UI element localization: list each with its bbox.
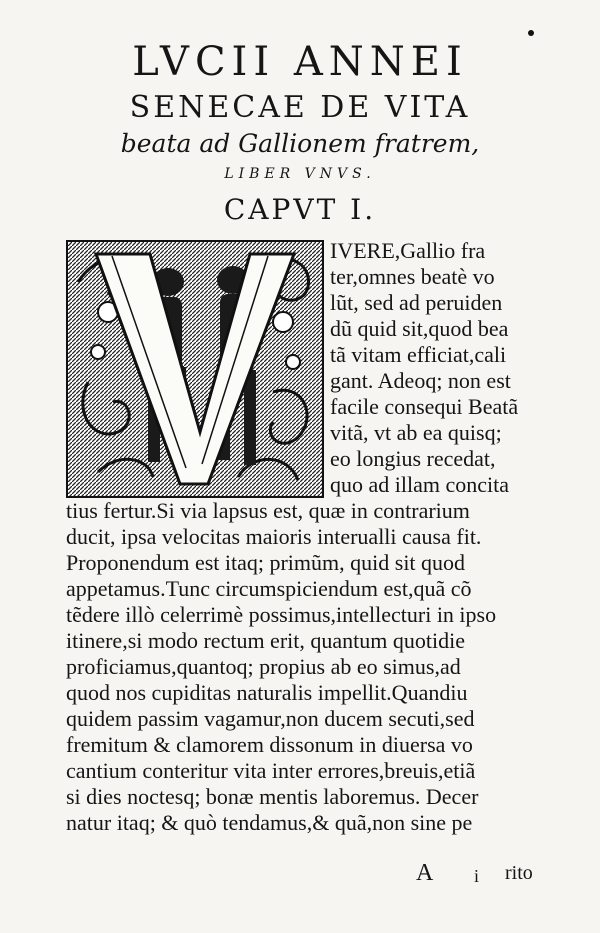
text-line: ter,omnes beatè vo [330, 264, 495, 289]
text-line: facile consequi Beatã [330, 394, 519, 419]
chapter-heading: CAPVT I. [223, 193, 377, 226]
text-line: tius fertur.Si via lapsus est, quæ in contrarium [66, 498, 470, 523]
signature-number: i [474, 866, 480, 886]
text-line: quidem passim vagamur,non ducem secuti,sed [66, 706, 475, 731]
text-line: si dies noctesq; bonæ mentis laboremus. Decer [66, 784, 479, 809]
signature-mark: A [416, 860, 434, 886]
text-line: gant. Adeoq; non est [330, 368, 511, 393]
text-line: IVERE,Gallio fra [330, 238, 486, 263]
text-line: Proponendum est itaq; primũm, quid sit quod [66, 550, 466, 575]
text-line: itinere,si modo rectum erit, quantum quotidie [66, 628, 465, 653]
text-line: lũt, sed ad peruiden [330, 290, 503, 315]
text-line: dũ quid sit,quod bea [330, 316, 509, 341]
text-line: ducit, ipsa velocitas maioris interualli causa fit. [66, 524, 482, 549]
title-line-2: SENECAE DE VITA [129, 90, 471, 125]
text-line: quod nos cupiditas naturalis impellit.Quandiu [66, 680, 468, 705]
ink-mark [528, 30, 534, 36]
decorated-initial-v-icon [66, 240, 324, 498]
text-line: tã vitam efficiat,cali [330, 342, 507, 367]
text-line: vitã, vt ab ea quisq; [330, 420, 502, 445]
text-line: appetamus.Tunc circumspiciendum est,quã cõ [66, 576, 472, 601]
text-line: proficiamus,quantoq; propius ab eo simus,ad [66, 654, 461, 679]
text-line: eo longius recedat, [330, 446, 496, 471]
text-line: fremitum & clamorem dissonum in diuersa vo [66, 732, 473, 757]
text-line: quo ad illam concita [330, 472, 509, 497]
text-line: natur itaq; & quò tendamus,& quã,non sine pe [66, 810, 473, 835]
text-line: tẽdere illò celerrimè possimus,intellecturi in ipso [66, 602, 497, 627]
text-line: cantium conteritur vita inter errores,breuis,etiã [66, 758, 476, 783]
title-line-3: beata ad Gallionem fratrem, [120, 129, 480, 158]
book-heading: LIBER VNVS. [224, 166, 376, 182]
title-line-1: LVCII ANNEI [132, 39, 468, 85]
catchword: rito [505, 862, 533, 884]
